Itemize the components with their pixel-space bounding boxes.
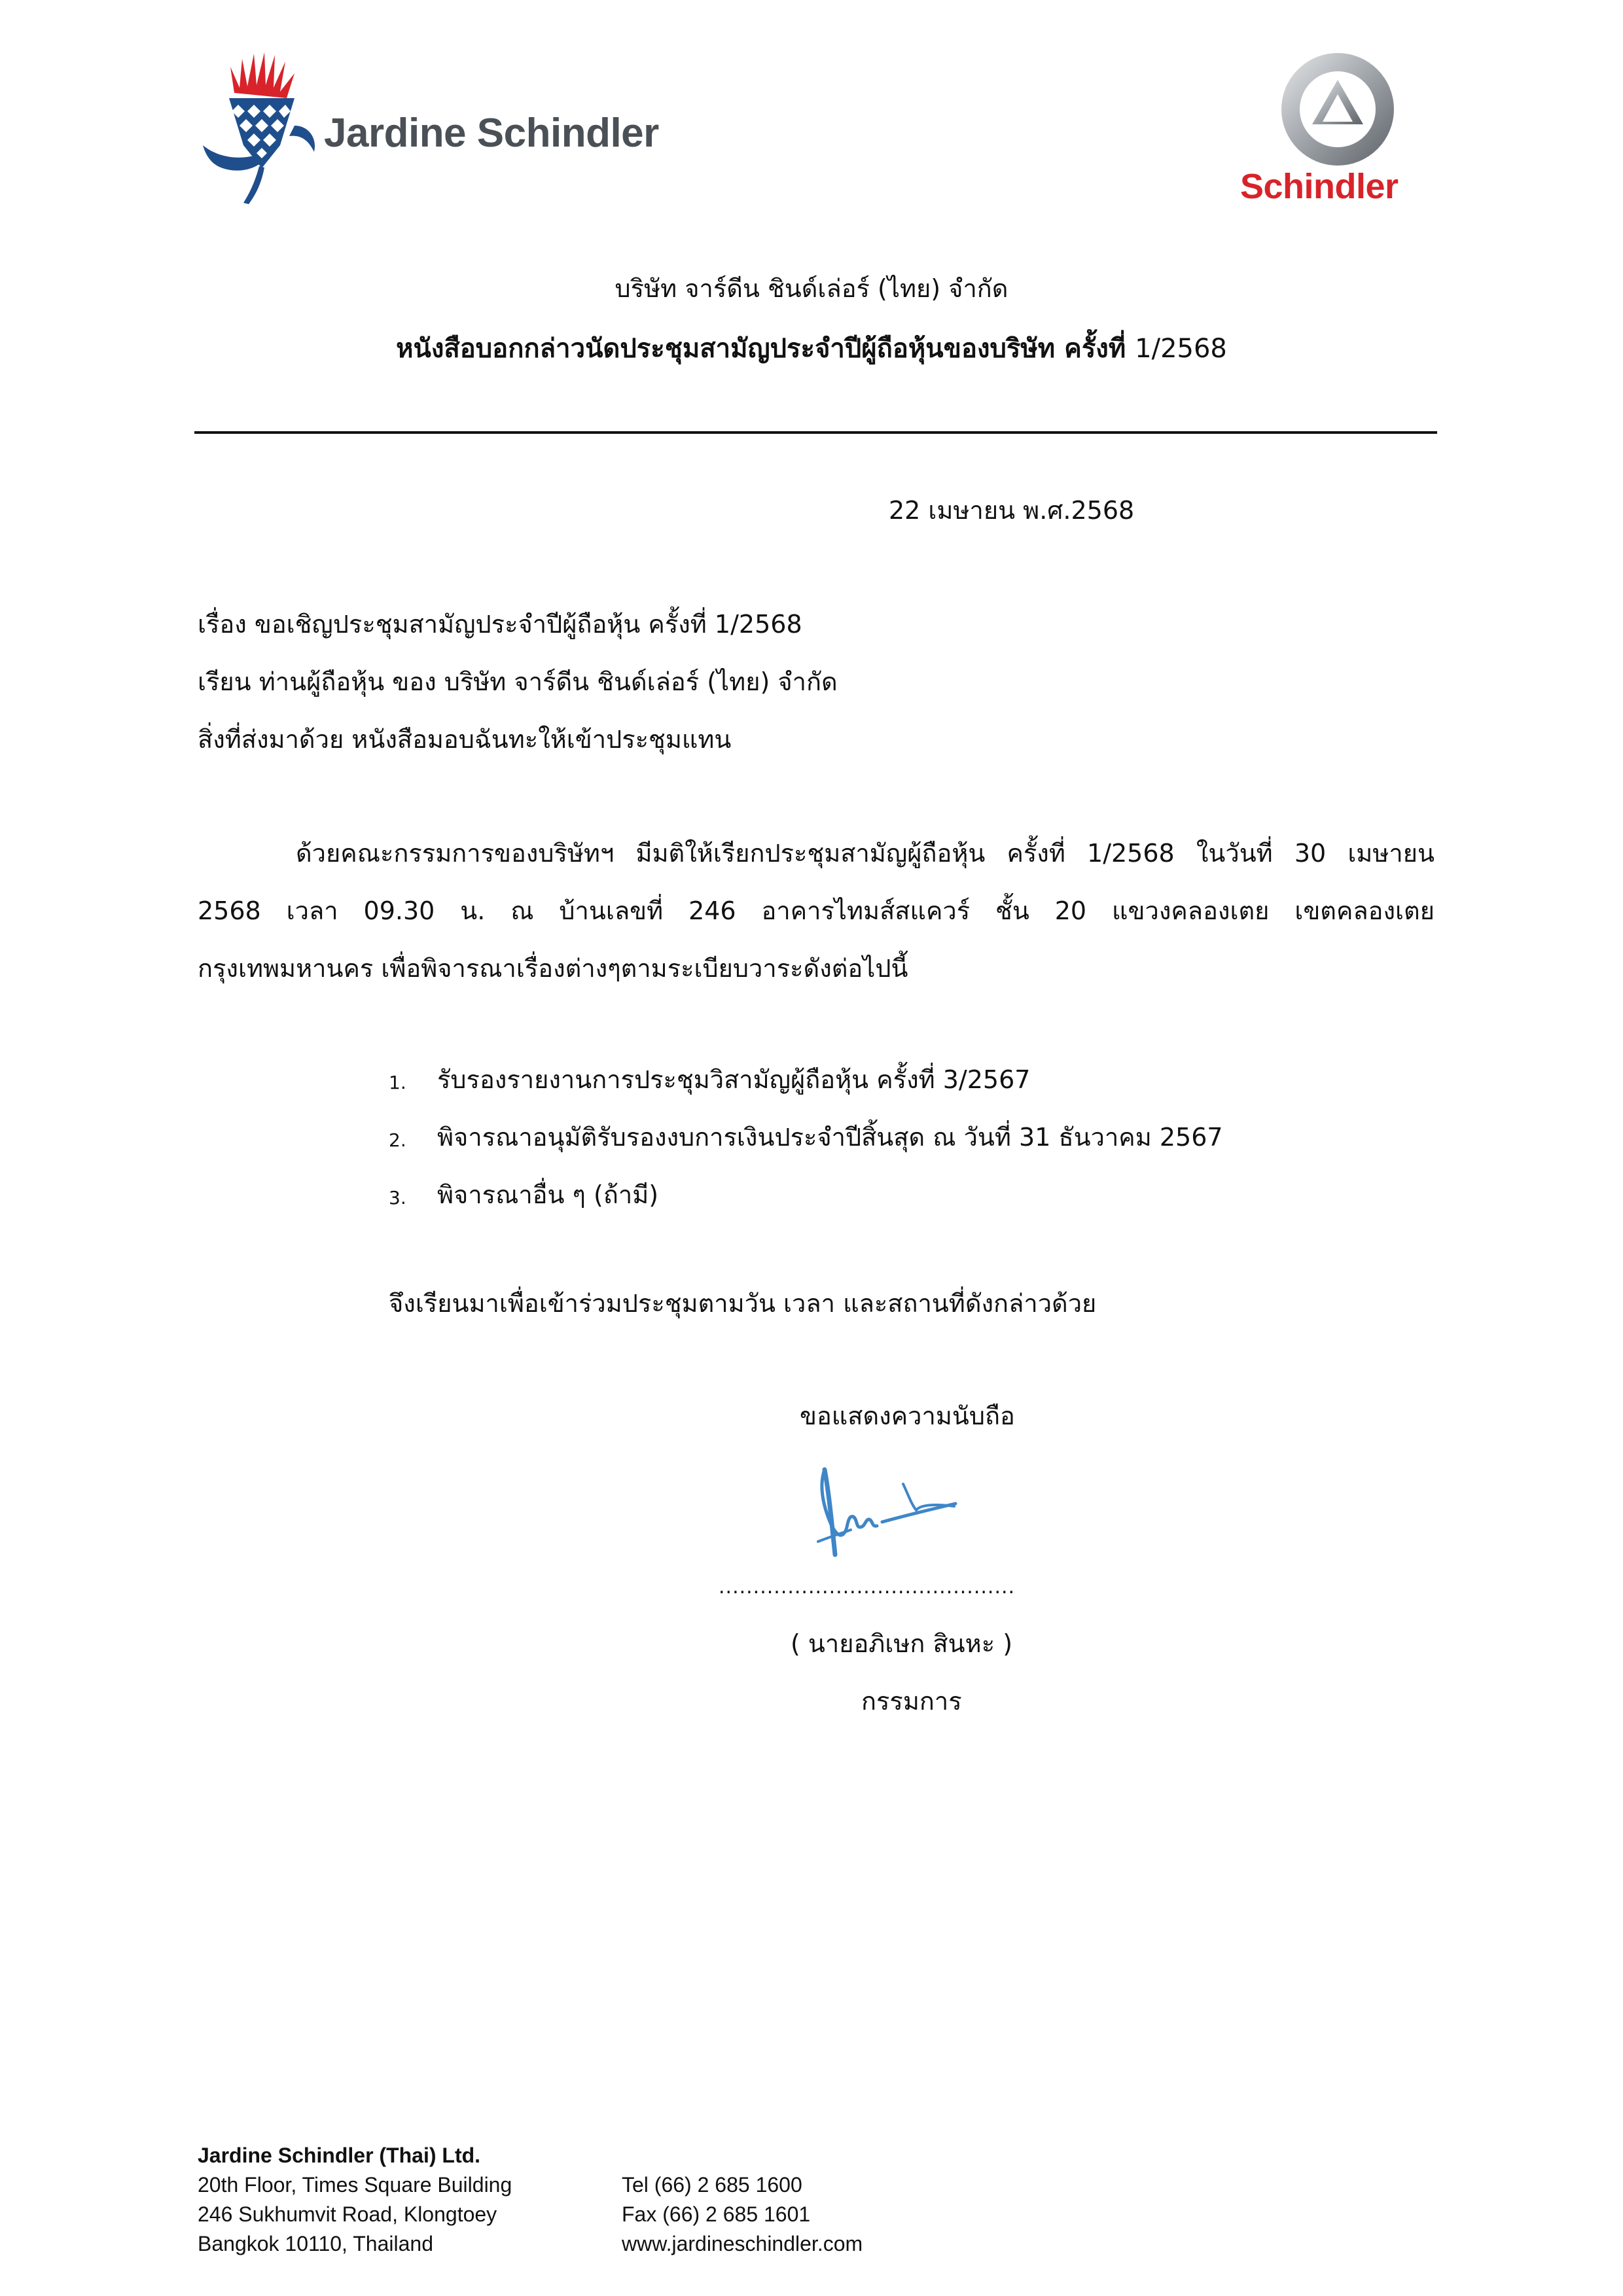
agenda-item-text: พิจารณาอื่น ๆ (ถ้ามี) <box>437 1180 659 1209</box>
signature-line: ........................................... <box>719 1576 1016 1598</box>
regards: ขอแสดงความนับถือ <box>800 1402 1015 1430</box>
letter-subject: เรื่อง ขอเชิญประชุมสามัญประจำปีผู้ถือหุ้น ครั้งที่ 1/2568 <box>198 610 802 639</box>
agenda-item-number: 1. <box>389 1072 406 1093</box>
agenda-item-text: พิจารณาอนุมัติรับรองงบการเงินประจำปีสิ้นสุด ณ วันที่ 31 ธันวาคม 2567 <box>437 1123 1223 1152</box>
schindler-ring-icon <box>1279 51 1396 168</box>
signer-name: ( นายอภิเษก สินหะ ) <box>791 1629 1013 1658</box>
body-line-3: กรุงเทพมหานคร เพื่อพิจารณาเรื่องต่างๆตามระเบียบวาระดังต่อไปนี้ <box>198 954 908 983</box>
schindler-wordmark: Schindler <box>1240 167 1399 206</box>
signature <box>805 1464 1001 1569</box>
agenda-item-number: 2. <box>389 1129 406 1151</box>
letter-date: 22 เมษายน พ.ศ.2568 <box>889 496 1135 525</box>
closing-sentence: จึงเรียนมาเพื่อเข้าร่วมประชุมตามวัน เวลา และสถานที่ดังกล่าวด้วย <box>389 1289 1097 1318</box>
footer-website: www.jardineschindler.com <box>622 2232 863 2255</box>
jardine-schindler-wordmark: Jardine Schindler <box>324 111 659 156</box>
thistle-icon <box>196 47 327 204</box>
footer-address-line: 246 Sukhumvit Road, Klongtoey <box>198 2202 497 2226</box>
footer-tel: Tel (66) 2 685 1600 <box>622 2173 802 2197</box>
schindler-logo <box>1279 51 1396 168</box>
footer-address-line: Bangkok 10110, Thailand <box>198 2232 433 2255</box>
document-title-number: 1/2568 <box>1135 334 1227 364</box>
body-line-1: ด้วยคณะกรรมการของบริษัทฯ มีมติให้เรียกประชุมสามัญผู้ถือหุ้น ครั้งที่ 1/2568 ในวันที่ 30 เมษายน <box>296 839 1435 868</box>
agenda-item-number: 3. <box>389 1187 406 1209</box>
document-title <box>0 327 1623 369</box>
agenda-item-text: รับรองรายงานการประชุมวิสามัญผู้ถือหุ้น ครั้งที่ 3/2567 <box>437 1065 1031 1094</box>
signer-position: กรรมการ <box>861 1687 962 1716</box>
document-title-text: หนังสือบอกกล่าวนัดประชุมสามัญประจำปีผู้ถือหุ้นของบริษัท ครั้งที่ <box>396 334 1126 364</box>
letter-enclosure: สิ่งที่ส่งมาด้วย หนังสือมอบฉันทะให้เข้าประชุมแทน <box>198 725 732 754</box>
letter-addressee: เรียน ท่านผู้ถือหุ้น ของ บริษัท จาร์ดีน ชินด์เล่อร์ (ไทย) จำกัด <box>198 667 838 696</box>
header-divider <box>194 431 1437 434</box>
company-name: บริษัท จาร์ดีน ชินด์เล่อร์ (ไทย) จำกัด <box>615 274 1008 303</box>
footer-fax: Fax (66) 2 685 1601 <box>622 2202 811 2226</box>
signature-icon <box>805 1464 1001 1569</box>
footer-company: Jardine Schindler (Thai) Ltd. <box>198 2144 481 2167</box>
footer-address-line: 20th Floor, Times Square Building <box>198 2173 512 2197</box>
body-line-2: 2568 เวลา 09.30 น. ณ บ้านเลขที่ 246 อาคารไทมส์สแควร์ ชั้น 20 แขวงคลองเตย เขตคลองเตย <box>198 896 1435 925</box>
